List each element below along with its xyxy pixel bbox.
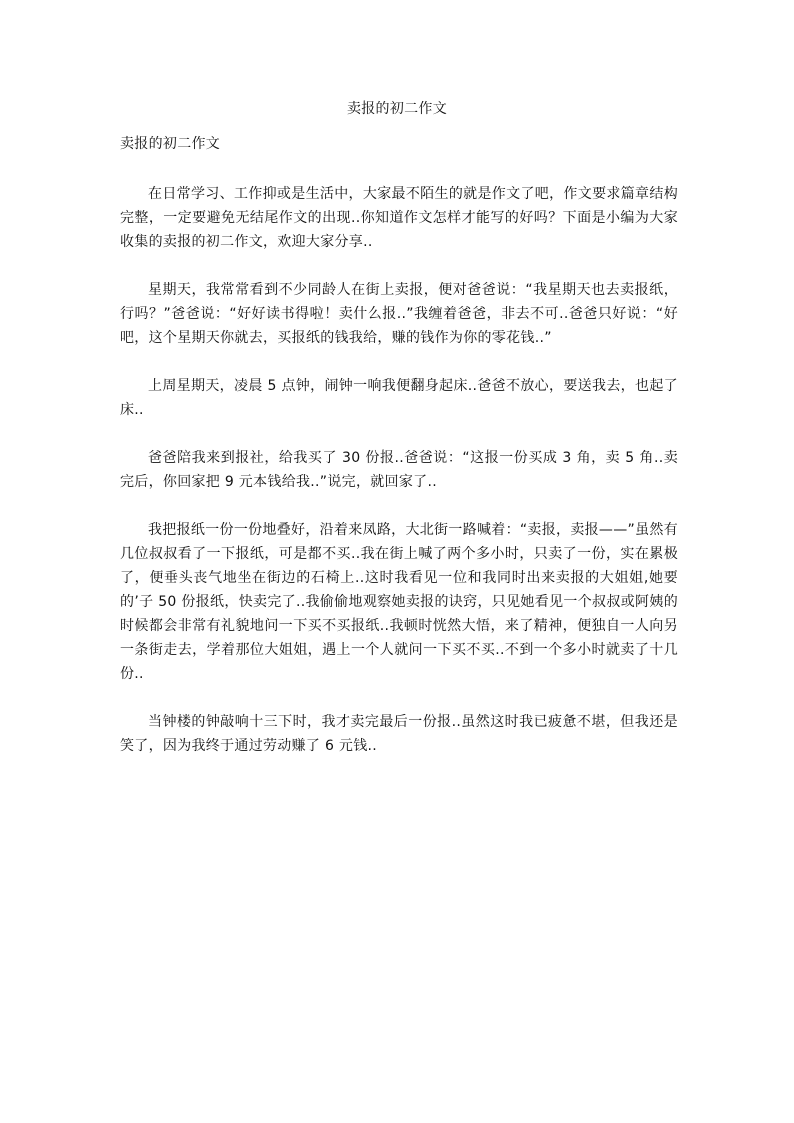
- paragraph-morning: 上周星期天，凌晨 5 点钟，闹钟一响我便翻身起床..爸爸不放心，要送我去，也起了床..: [120, 378, 678, 418]
- document-body: [120, 182, 678, 782]
- paragraph-intro: 在日常学习、工作抑或是生活中，大家最不陌生的就是作文了吧，作文要求篇章结构完整，一定要避免无结尾作文的出现..你知道作文怎样才能写的好吗？下面是小编为大家收集的卖报的初二作文，欢迎大家分享..: [120, 186, 678, 250]
- paragraph-newspaper-office: 爸爸陪我来到报社，给我买了 30 份报..爸爸说：“这报一份买成 3 角，卖 5 角..卖完后，你回家把 9 元本钱给我..”说完，就回家了..: [120, 450, 678, 490]
- paragraph-sunday: 星期天，我常常看到不少同龄人在街上卖报，便对爸爸说：“我星期天也去卖报纸，行吗？”爸爸说：“好好读书得啦！卖什么报..”我缠着爸爸，非去不可..爸爸只好说：“好吧，这个星期天你就去，买报纸的钱我给，赚的钱作为你的零花钱..”: [120, 282, 678, 346]
- paragraph-ending: 当钟楼的钟敲响十三下时，我才卖完最后一份报..虽然这时我已疲惫不堪，但我还是笑了，因为我终于通过劳动赚了 6 元钱..: [120, 714, 678, 754]
- document-subtitle: 卖报的初二作文: [120, 136, 221, 152]
- paragraph-selling: 我把报纸一份一份地叠好，沿着来凤路，大北街一路喊着：“卖报，卖报——”虽然有几位叔叔看了一下报纸，可是都不买..我在街上喊了两个多小时，只卖了一份，实在累极了，便垂头丧气地坐在街边的石椅上..这时我看见一位和我同时出来卖报的大姐姐,她要的’子 50 份报纸，快卖完了..我偷偷地观察她卖报的诀窍，只见她看见一个叔叔或阿姨的时候都会非常有礼貌地问一下买不买报纸..我顿时恍然大悟，来了精神，便独自一人向另一条街走去，学着那位大姐姐，遇上一个人就问一下买不买..不到一个多小时就卖了十几份..: [120, 522, 678, 682]
- document-title: 卖报的初二作文: [346, 101, 448, 117]
